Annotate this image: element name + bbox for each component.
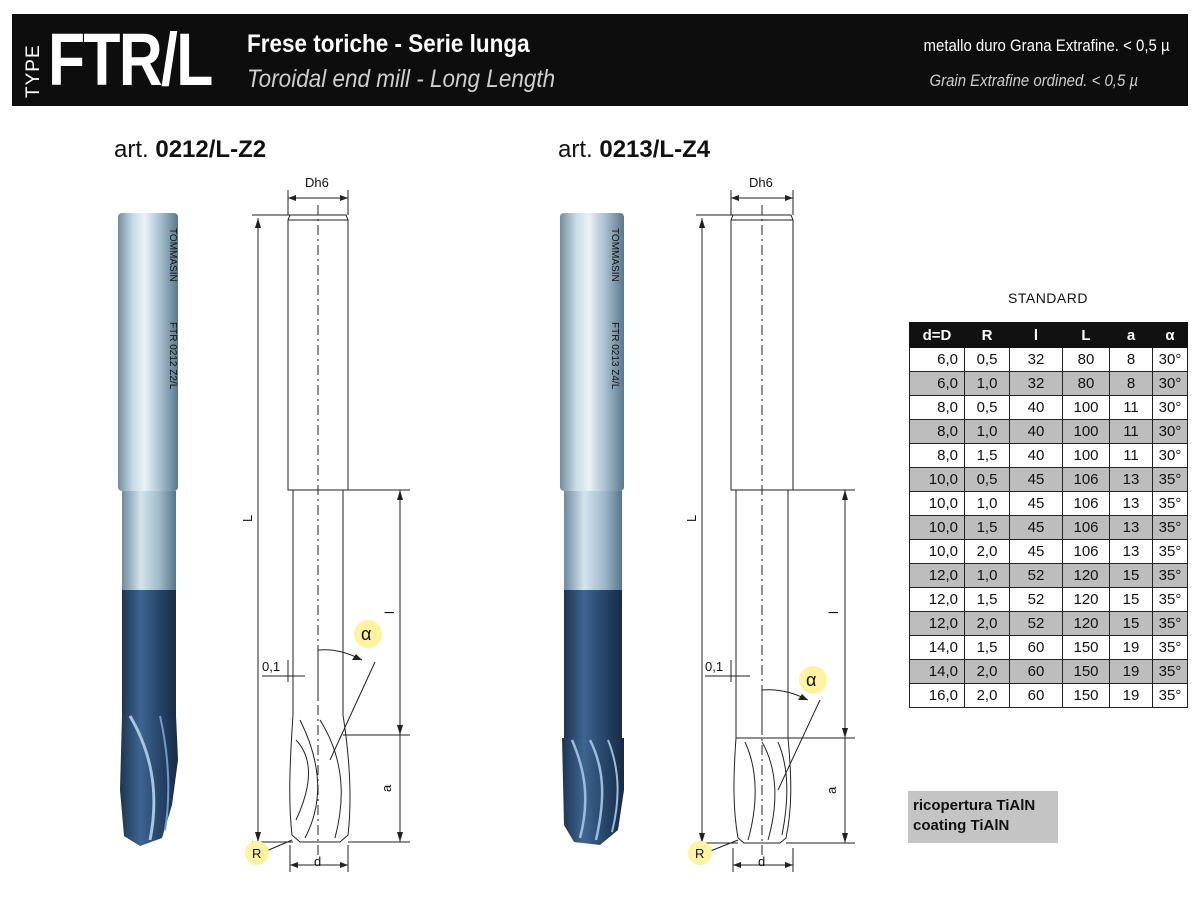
- table-cell: 6,0: [910, 372, 965, 396]
- table-row: [910, 684, 1188, 708]
- table-cell: 1,5: [965, 588, 1010, 612]
- table-cell: 10,0: [910, 468, 965, 492]
- table-body: [910, 348, 1188, 708]
- table-cell: 2,0: [965, 612, 1010, 636]
- table-cell: 40: [1010, 420, 1063, 444]
- table-cell: 13: [1110, 492, 1153, 516]
- label-flute-length: l: [826, 611, 841, 614]
- table-row: [910, 660, 1188, 684]
- header-cell: a: [1110, 323, 1153, 348]
- table-cell: 60: [1010, 684, 1063, 708]
- cutting-head: [562, 738, 624, 845]
- table-cell: 0,5: [965, 396, 1010, 420]
- label-diameter: d: [314, 854, 322, 869]
- table-cell: 19: [1110, 660, 1153, 684]
- table-cell: 52: [1010, 588, 1063, 612]
- table-cell: 45: [1010, 540, 1063, 564]
- table-cell: 8: [1110, 372, 1153, 396]
- label-radius: R: [252, 846, 262, 861]
- table-cell: 35°: [1153, 660, 1188, 684]
- table-cell: 35°: [1153, 612, 1188, 636]
- table-cell: 40: [1010, 444, 1063, 468]
- standard-table: [909, 322, 1188, 708]
- table-row: [910, 612, 1188, 636]
- article-prefix: art.: [558, 136, 593, 163]
- label-shank: Dh6: [749, 175, 773, 190]
- table-cell: 13: [1110, 540, 1153, 564]
- table-header-row: [910, 323, 1188, 348]
- tool-render-z4: [560, 213, 624, 845]
- table-cell: 35°: [1153, 636, 1188, 660]
- table-cell: 106: [1063, 492, 1110, 516]
- table-cell: 13: [1110, 516, 1153, 540]
- label-length: L: [240, 514, 255, 522]
- label-shank: Dh6: [305, 175, 329, 190]
- table-cell: 10,0: [910, 540, 965, 564]
- tool-etch-code: FTR 0213 Z4/L: [609, 322, 620, 390]
- material-english: Grain Extrafine ordined. < 0,5 µ: [929, 71, 1138, 90]
- label-diameter: d: [758, 854, 766, 869]
- table-cell: 11: [1110, 420, 1153, 444]
- label-angle: α: [806, 670, 817, 690]
- neck-body: [564, 491, 622, 590]
- flute-line: [300, 720, 318, 838]
- table-row: [910, 588, 1188, 612]
- table-cell: 45: [1010, 468, 1063, 492]
- table-cell: 8,0: [910, 396, 965, 420]
- table-cell: 12,0: [910, 564, 965, 588]
- head-outline: [290, 715, 350, 842]
- table-row: [910, 444, 1188, 468]
- tool-render-z2: [118, 213, 178, 846]
- table-cell: 30°: [1153, 348, 1188, 372]
- table-cell: 1,5: [965, 516, 1010, 540]
- coating-box: [908, 791, 1058, 843]
- table-cell: 52: [1010, 564, 1063, 588]
- table-cell: 11: [1110, 444, 1153, 468]
- table-cell: 19: [1110, 684, 1153, 708]
- label-length: L: [684, 514, 699, 522]
- table-cell: 150: [1063, 636, 1110, 660]
- title-italian: Frese toriche - Serie lunga: [247, 30, 530, 58]
- table-cell: 1,5: [965, 444, 1010, 468]
- table-cell: 2,0: [965, 660, 1010, 684]
- table-cell: 106: [1063, 540, 1110, 564]
- table-cell: 120: [1063, 564, 1110, 588]
- table-cell: 14,0: [910, 636, 965, 660]
- table-cell: 45: [1010, 492, 1063, 516]
- label-cut: a: [379, 784, 394, 792]
- table-cell: 8,0: [910, 420, 965, 444]
- flute-line: [296, 740, 308, 820]
- table-cell: 100: [1063, 420, 1110, 444]
- label-flute-length: l: [382, 611, 397, 614]
- flute-line: [762, 742, 775, 840]
- header-cell: d=D: [910, 323, 965, 348]
- table-cell: 15: [1110, 612, 1153, 636]
- table-row: [910, 348, 1188, 372]
- coating-english: coating TiAlN: [913, 817, 1010, 834]
- flute-line: [745, 742, 755, 840]
- line-drawing-z2-arrows: [255, 195, 403, 868]
- table-cell: 30°: [1153, 420, 1188, 444]
- table-cell: 106: [1063, 468, 1110, 492]
- table-cell: 100: [1063, 444, 1110, 468]
- table-cell: 19: [1110, 636, 1153, 660]
- table-cell: 0,5: [965, 468, 1010, 492]
- material-italian: metallo duro Grana Extrafine. < 0,5 µ: [923, 36, 1170, 55]
- table-row: [910, 468, 1188, 492]
- table-row: [910, 516, 1188, 540]
- table-cell: 11: [1110, 396, 1153, 420]
- table-row: [910, 564, 1188, 588]
- table-row: [910, 636, 1188, 660]
- table-cell: 120: [1063, 612, 1110, 636]
- table-cell: 1,5: [965, 636, 1010, 660]
- table-cell: 13: [1110, 468, 1153, 492]
- table-cell: 80: [1063, 372, 1110, 396]
- tool-logo: TOMMASIN: [609, 228, 620, 282]
- table-cell: 120: [1063, 588, 1110, 612]
- table-title: STANDARD: [1008, 290, 1088, 306]
- table-cell: 8: [1110, 348, 1153, 372]
- header-cell: α: [1153, 323, 1188, 348]
- table-cell: 60: [1010, 636, 1063, 660]
- table-cell: 30°: [1153, 444, 1188, 468]
- label-angle: α: [361, 624, 372, 644]
- header-cell: R: [965, 323, 1010, 348]
- table-cell: 30°: [1153, 372, 1188, 396]
- label-cut: a: [824, 786, 839, 794]
- table-cell: 15: [1110, 588, 1153, 612]
- table-cell: 106: [1063, 516, 1110, 540]
- table-cell: 32: [1010, 348, 1063, 372]
- table-cell: 1,0: [965, 372, 1010, 396]
- flute-line: [778, 742, 787, 835]
- table-cell: 35°: [1153, 516, 1188, 540]
- table-cell: 2,0: [965, 684, 1010, 708]
- table-cell: 80: [1063, 348, 1110, 372]
- angle-leg: [778, 700, 820, 790]
- label-chamfer: 0,1: [262, 659, 281, 674]
- table-cell: 35°: [1153, 564, 1188, 588]
- coating-italian: ricopertura TiAlN: [913, 797, 1036, 814]
- table-cell: 35°: [1153, 684, 1188, 708]
- label-radius: R: [695, 846, 705, 861]
- table-cell: 12,0: [910, 588, 965, 612]
- line-drawing-z4-arrows: [699, 195, 848, 868]
- article-code: 0212/L-Z2: [155, 136, 267, 163]
- table-cell: 35°: [1153, 540, 1188, 564]
- table-cell: 10,0: [910, 492, 965, 516]
- table-cell: 150: [1063, 660, 1110, 684]
- article-prefix: art.: [114, 136, 149, 163]
- table-cell: 1,0: [965, 420, 1010, 444]
- table-cell: 0,5: [965, 348, 1010, 372]
- table-row: [910, 396, 1188, 420]
- table-cell: 60: [1010, 660, 1063, 684]
- table-cell: 52: [1010, 612, 1063, 636]
- table-cell: 30°: [1153, 396, 1188, 420]
- line-drawing-z2: [252, 190, 410, 872]
- table-cell: 16,0: [910, 684, 965, 708]
- article-code: 0213/L-Z4: [599, 136, 711, 163]
- table-cell: 10,0: [910, 516, 965, 540]
- table-cell: 12,0: [910, 612, 965, 636]
- header-cell: L: [1063, 323, 1110, 348]
- table-row: [910, 420, 1188, 444]
- table-cell: 6,0: [910, 348, 965, 372]
- table-row: [910, 540, 1188, 564]
- title-english: Toroidal end mill - Long Length: [247, 65, 556, 93]
- tool-logo: TOMMASIN: [167, 228, 178, 282]
- table-cell: 32: [1010, 372, 1063, 396]
- table-cell: 35°: [1153, 588, 1188, 612]
- table-cell: 1,0: [965, 564, 1010, 588]
- neck-body: [122, 491, 176, 590]
- coated-section: [564, 590, 622, 738]
- flute-line: [320, 720, 341, 838]
- table-cell: 1,0: [965, 492, 1010, 516]
- brand-title: FTR/L: [48, 18, 212, 101]
- label-chamfer: 0,1: [705, 659, 724, 674]
- tool-etch-code: FTR 0212 Z2/L: [167, 322, 178, 390]
- table-cell: 2,0: [965, 540, 1010, 564]
- table-cell: 14,0: [910, 660, 965, 684]
- table-cell: 150: [1063, 684, 1110, 708]
- line-drawing-z4: [696, 190, 855, 872]
- table-row: [910, 492, 1188, 516]
- table-cell: 100: [1063, 396, 1110, 420]
- table-row: [910, 372, 1188, 396]
- table-cell: 45: [1010, 516, 1063, 540]
- coated-section: [122, 590, 176, 715]
- table-cell: 8,0: [910, 444, 965, 468]
- table-cell: 35°: [1153, 468, 1188, 492]
- table-cell: 15: [1110, 564, 1153, 588]
- header-cell: l: [1010, 323, 1063, 348]
- table-cell: 40: [1010, 396, 1063, 420]
- type-label: TYPE: [23, 44, 44, 98]
- table-cell: 35°: [1153, 492, 1188, 516]
- angle-leg: [330, 662, 375, 760]
